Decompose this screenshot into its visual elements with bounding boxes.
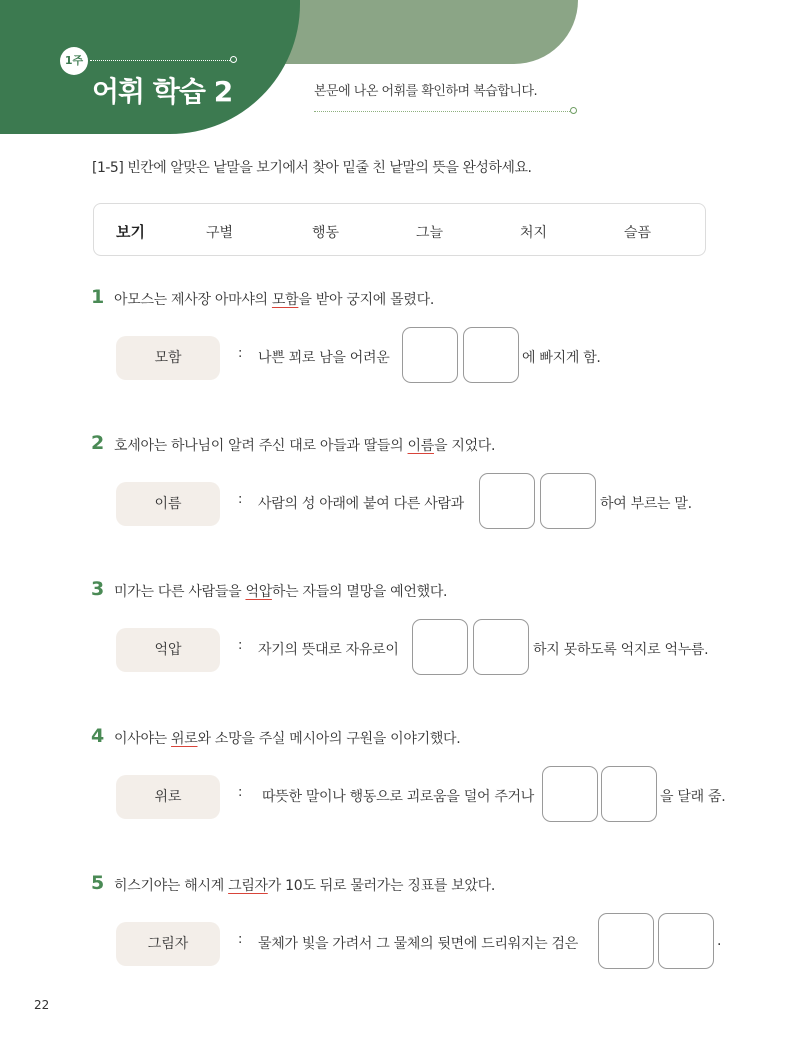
term-pill: 위로 (116, 775, 220, 819)
question-number: 5 (91, 872, 105, 894)
subtitle-dotted-line (314, 111, 570, 112)
question-number: 3 (91, 578, 105, 600)
header-dot-icon (230, 56, 237, 63)
header-front-shape (0, 0, 300, 134)
term-pill: 억압 (116, 628, 220, 672)
question-number: 1 (91, 286, 105, 308)
question-sentence: 호세아는 하나님이 알려 주신 대로 아들과 딸들의 이름을 지었다. (114, 438, 496, 454)
definition-text: 하지 못하도록 억지로 억누름. (533, 642, 709, 658)
term-pill: 이름 (116, 482, 220, 526)
definition-text: 사람의 성 아래에 붙여 다른 사람과 (258, 496, 464, 512)
question-sentence: 이사야는 위로와 소망을 주실 메시아의 구원을 이야기했다. (114, 731, 461, 747)
subtitle-dot-icon (570, 107, 577, 114)
word-bank-label: 보기 (116, 223, 145, 241)
colon: : (238, 785, 243, 800)
underlined-word: 억압 (245, 584, 272, 600)
answer-blank[interactable] (601, 766, 657, 822)
question-number: 4 (91, 725, 105, 747)
term-pill: 그림자 (116, 922, 220, 966)
word-bank-word: 행동 (312, 225, 340, 241)
answer-blank[interactable] (402, 327, 458, 383)
underlined-word: 위로 (171, 731, 198, 747)
definition-text: 을 달래 줌. (660, 789, 726, 805)
definition-text: 에 빠지게 함. (522, 350, 601, 366)
word-bank-box (93, 203, 706, 256)
question-sentence: 아모스는 제사장 아마샤의 모함을 받아 궁지에 몰렸다. (114, 292, 434, 308)
definition-text: 물체가 빛을 가려서 그 물체의 뒷면에 드리워지는 검은 (258, 936, 578, 952)
definition-text: 자기의 뜻대로 자유로이 (258, 642, 399, 658)
question-sentence: 히스기야는 해시계 그림자가 10도 뒤로 물러가는 징표를 보았다. (114, 878, 496, 894)
page-title: 어휘 학습 2 (92, 75, 233, 108)
answer-blank[interactable] (542, 766, 598, 822)
page-number: 22 (34, 998, 50, 1012)
colon: : (238, 346, 243, 361)
answer-blank[interactable] (412, 619, 468, 675)
underlined-word: 모함 (271, 292, 299, 308)
definition-text: . (717, 933, 722, 949)
answer-blank[interactable] (479, 473, 535, 529)
answer-blank[interactable] (598, 913, 654, 969)
answer-blank[interactable] (463, 327, 519, 383)
question-sentence: 미가는 다른 사람들을 억압하는 자들의 멸망을 예언했다. (114, 584, 448, 600)
instruction: [1-5] 빈칸에 알맞은 낱말을 보기에서 찾아 밑줄 친 낱말의 뜻을 완성하세요. (92, 160, 532, 176)
definition-text: 하여 부르는 말. (600, 496, 692, 512)
underlined-word: 이름 (407, 438, 434, 454)
colon: : (238, 492, 243, 507)
answer-blank[interactable] (658, 913, 714, 969)
answer-blank[interactable] (473, 619, 529, 675)
term-pill: 모함 (116, 336, 220, 380)
word-bank-word: 처지 (520, 225, 548, 241)
definition-text: 나쁜 꾀로 남을 어려운 (258, 350, 390, 366)
page-subtitle: 본문에 나온 어휘를 확인하며 복습합니다. (314, 84, 538, 99)
colon: : (238, 932, 243, 947)
answer-blank[interactable] (540, 473, 596, 529)
question-number: 2 (91, 432, 105, 454)
word-bank-word: 구별 (206, 225, 234, 241)
definition-text: 따뜻한 말이나 행동으로 괴로움을 덜어 주거나 (262, 789, 535, 805)
word-bank-word: 슬픔 (624, 225, 652, 241)
week-badge: 1주 (60, 47, 88, 75)
header-dotted-line (90, 60, 230, 61)
underlined-word: 그림자 (228, 878, 268, 894)
word-bank-word: 그늘 (416, 225, 444, 241)
colon: : (238, 638, 243, 653)
